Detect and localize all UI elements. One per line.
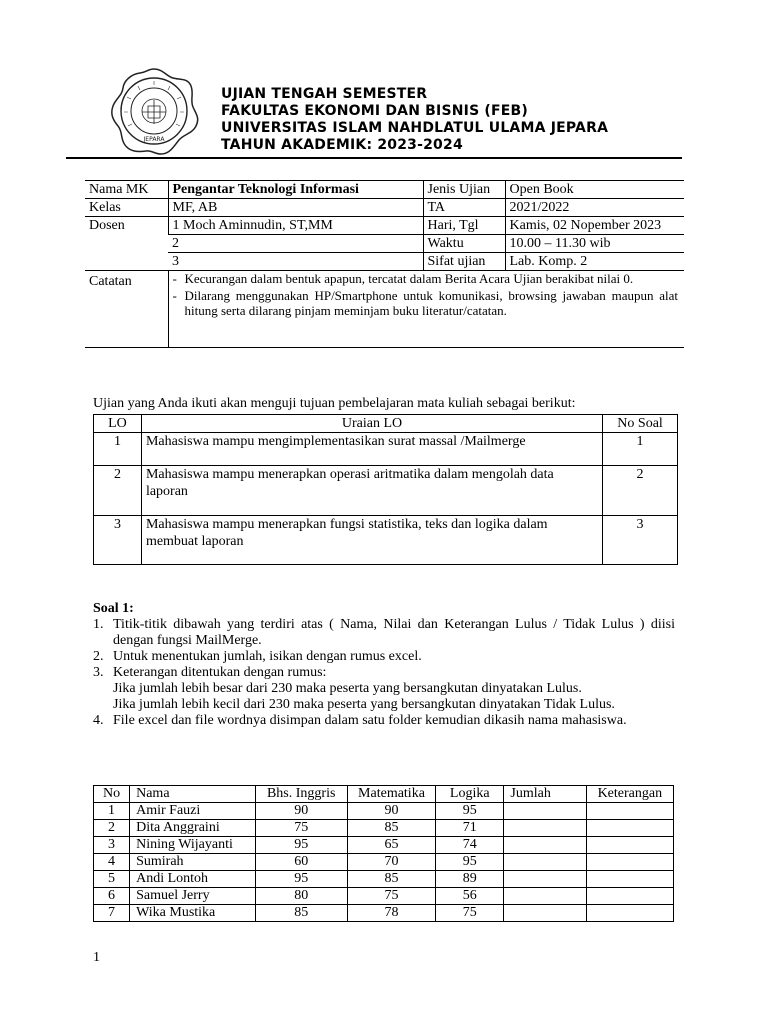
score-header-no: No [94,786,130,803]
value-waktu: 10.00 – 11.30 wib [505,235,684,253]
label-hari-tgl: Hari, Tgl [423,217,505,235]
score-name: Wika Mustika [130,905,255,922]
score-no: 7 [94,905,130,922]
score-keterangan [586,803,673,820]
label-waktu: Waktu [423,235,505,253]
score-jumlah [504,888,586,905]
question-number: 4. [93,713,104,728]
value-jenis-ujian: Open Book [505,181,684,199]
value-ta: 2021/2022 [505,199,684,217]
score-matematika: 70 [347,854,435,871]
question-item [93,665,675,713]
learning-outcomes-table [93,414,678,565]
score-inggris: 95 [255,871,347,888]
score-keterangan [586,905,673,922]
table-row [94,803,674,820]
value-sifat-ujian: Lab. Komp. 2 [505,253,684,271]
score-logika: 95 [436,854,504,871]
score-no: 3 [94,837,130,854]
score-header-jumlah: Jumlah [504,786,586,803]
info-row-class [85,199,684,217]
lo-intro-text: Ujian yang Anda ikuti akan menguji tujuan pembelajaran mata kuliah sebagai berikut: [93,396,576,411]
university-seal-icon [108,66,200,158]
value-dosen-1: 1 Moch Aminnudin, ST,MM [168,217,423,235]
question-subline: Jika jumlah lebih besar dari 230 maka peserta yang bersangkutan dinyatakan Lulus. [113,681,582,696]
score-logika: 95 [436,803,504,820]
lo-question-number: 2 [603,466,678,516]
question-section [93,600,675,729]
score-header-inggris: Bhs. Inggris [255,786,347,803]
score-jumlah [504,905,586,922]
header-title-block [221,86,608,154]
table-row [94,871,674,888]
header-line-faculty: FAKULTAS EKONOMI DAN BISNIS (FEB) [221,103,529,119]
header-divider [66,157,682,159]
score-keterangan [586,888,673,905]
question-text: Keterangan ditentukan dengan rumus: [113,665,327,680]
label-jenis-ujian: Jenis Ujian [423,181,505,199]
header-line-year: TAHUN AKADEMIK: 2023-2024 [221,137,463,153]
score-inggris: 60 [255,854,347,871]
lo-question-number: 1 [603,433,678,466]
table-row [94,905,674,922]
exam-info-table [85,180,684,348]
label-ta: TA [423,199,505,217]
score-no: 5 [94,871,130,888]
score-matematika: 85 [347,871,435,888]
score-name: Andi Lontoh [130,871,255,888]
score-name: Samuel Jerry [130,888,255,905]
lo-number: 3 [94,516,142,565]
score-inggris: 90 [255,803,347,820]
score-header-matematika: Matematika [347,786,435,803]
score-keterangan [586,854,673,871]
score-keterangan [586,871,673,888]
table-row [94,820,674,837]
score-matematika: 75 [347,888,435,905]
label-dosen: Dosen [85,217,168,271]
score-inggris: 95 [255,837,347,854]
score-inggris: 80 [255,888,347,905]
label-kelas: Kelas [85,199,168,217]
question-subline: Jika jumlah lebih kecil dari 230 maka peserta yang bersangkutan dinyatakan Tidak Lulus. [113,697,615,712]
note-dash: - [172,288,177,303]
question-number: 2. [93,649,104,664]
question-item [93,713,675,729]
value-dosen-3: 3 [168,253,423,271]
score-inggris: 85 [255,905,347,922]
score-jumlah [504,854,586,871]
note-item [173,271,679,286]
score-jumlah [504,803,586,820]
score-header-keterangan: Keterangan [586,786,673,803]
header-line-exam: UJIAN TENGAH SEMESTER [221,86,428,102]
info-row-lecturer [85,217,684,235]
score-logika: 74 [436,837,504,854]
score-inggris: 75 [255,820,347,837]
score-no: 6 [94,888,130,905]
value-kelas: MF, AB [168,199,423,217]
value-hari-tgl: Kamis, 02 Nopember 2023 [505,217,684,235]
page-number: 1 [93,950,100,965]
score-name: Sumirah [130,854,255,871]
note-text: Dilarang menggunakan HP/Smartphone untuk komunikasi, browsing jawaban maupun alat hitung serta dilarang pinjam meminjam buku literatur/catatan. [184,288,678,318]
lo-header-no-soal: No Soal [603,415,678,433]
question-text: File excel dan file wordnya disimpan dalam satu folder kemudian dikasih nama mahasiswa. [113,713,627,728]
question-number: 3. [93,665,104,680]
table-row [94,854,674,871]
question-text: Untuk menentukan jumlah, isikan dengan rumus excel. [113,649,422,664]
score-logika: 56 [436,888,504,905]
score-jumlah [504,820,586,837]
value-nama-mk: Pengantar Teknologi Informasi [168,181,423,199]
score-keterangan [586,837,673,854]
score-matematika: 85 [347,820,435,837]
info-row-notes [85,271,684,348]
lo-header-row [94,415,678,433]
lo-description: Mahasiswa mampu menerapkan operasi aritmatika dalam mengolah data laporan [141,466,602,516]
value-dosen-2: 2 [168,235,423,253]
note-text: Kecurangan dalam bentuk apapun, tercatat dalam Berita Acara Ujian berakibat nilai 0. [184,271,634,286]
question-title: Soal 1: [93,601,134,616]
label-catatan: Catatan [85,271,168,348]
logo-caption: JEPARA [143,136,165,143]
score-logika: 71 [436,820,504,837]
score-jumlah [504,837,586,854]
score-table [93,785,674,922]
note-dash: - [172,271,177,286]
lo-number: 2 [94,466,142,516]
info-row-time [85,235,684,253]
question-number: 1. [93,617,104,632]
question-body [113,665,675,713]
lo-row [94,516,678,565]
lo-description: Mahasiswa mampu mengimplementasikan surat massal /Mailmerge [141,433,602,466]
score-keterangan [586,820,673,837]
info-row-nature [85,253,684,271]
label-sifat-ujian: Sifat ujian [423,253,505,271]
lo-row [94,466,678,516]
score-no: 1 [94,803,130,820]
info-row-course [85,181,684,199]
score-name: Nining Wijayanti [130,837,255,854]
score-no: 2 [94,820,130,837]
score-header-nama: Nama [130,786,255,803]
question-item [93,617,675,649]
lo-header-uraian: Uraian LO [141,415,602,433]
question-list [93,617,675,729]
table-row [94,837,674,854]
score-logika: 75 [436,905,504,922]
score-matematika: 90 [347,803,435,820]
score-jumlah [504,871,586,888]
score-matematika: 78 [347,905,435,922]
score-header-row [94,786,674,803]
question-item [93,649,675,665]
score-no: 4 [94,854,130,871]
question-text: Titik-titik dibawah yang terdiri atas ( Nama, Nilai dan Keterangan Lulus / Tidak Lulus ) diisi dengan fungsi MailMerge. [113,617,675,648]
label-nama-mk: Nama MK [85,181,168,199]
lo-header-lo: LO [94,415,142,433]
score-logika: 89 [436,871,504,888]
lo-description: Mahasiswa mampu menerapkan fungsi statistika, teks dan logika dalam membuat laporan [141,516,602,565]
note-item [173,288,679,318]
notes-cell [168,271,684,348]
lo-question-number: 3 [603,516,678,565]
score-matematika: 65 [347,837,435,854]
score-name: Amir Fauzi [130,803,255,820]
score-header-logika: Logika [436,786,504,803]
lo-number: 1 [94,433,142,466]
header-line-university: UNIVERSITAS ISLAM NAHDLATUL ULAMA JEPARA [221,120,609,136]
lo-row [94,433,678,466]
score-name: Dita Anggraini [130,820,255,837]
table-row [94,888,674,905]
